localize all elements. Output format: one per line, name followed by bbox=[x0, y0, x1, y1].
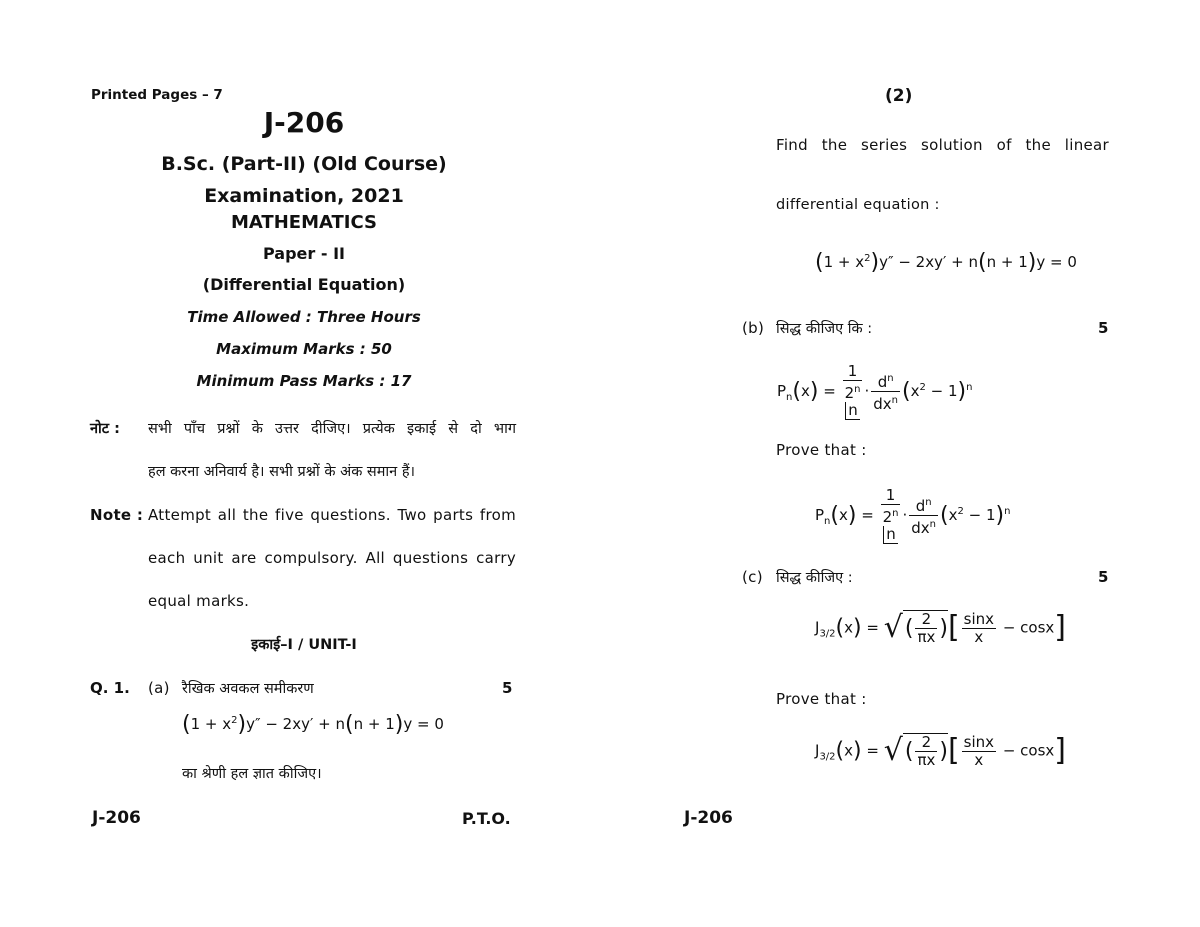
find-line2: differential equation : bbox=[776, 197, 940, 213]
equation-legendre-hindi: $(1 + x^2)y'' - 2xy' + n(n + 1)y = 0$ bbox=[182, 712, 444, 737]
part-b-hindi: सिद्ध कीजिए कि : bbox=[776, 321, 873, 337]
footer-code-right: J-206 bbox=[684, 808, 733, 828]
equation-rodrigues-english: $P_n(x)$ = 1 2$^n$ n · $\frac{d^n}{dx^n}$ $(x^2 - 1)^n$ bbox=[815, 486, 1011, 543]
prove-that-b: Prove that : bbox=[776, 441, 867, 459]
part-c-marks: 5 bbox=[1098, 568, 1109, 586]
part-c-label: (c) bbox=[742, 568, 763, 586]
page-number: (2) bbox=[885, 86, 913, 106]
minimum-pass-marks: Minimum Pass Marks : 17 bbox=[196, 372, 412, 390]
unit-heading: इकाई–I / UNIT-I bbox=[251, 637, 357, 653]
maximum-marks: Maximum Marks : 50 bbox=[216, 340, 392, 358]
exam-title: Examination, 2021 bbox=[204, 185, 404, 207]
note-hindi-label: नोट : bbox=[90, 421, 120, 437]
footer-pto: P.T.O. bbox=[462, 809, 511, 828]
note-english-line1: Attempt all the five questions. Two parts from bbox=[148, 506, 516, 524]
printed-pages: Printed Pages – 7 bbox=[91, 87, 223, 103]
subject-title: MATHEMATICS bbox=[230, 212, 377, 233]
course-title: B.Sc. (Part-II) (Old Course) bbox=[161, 153, 447, 175]
find-line1: Find the series solution of the linear bbox=[776, 136, 1109, 154]
equation-bessel-hindi: $J_{3/2}(x)$ = √( $\frac{2}{\pi x}$ )[ $\frac{\sin x}{x}$ − cosx] bbox=[815, 609, 1066, 646]
note-english-line3: equal marks. bbox=[148, 592, 250, 610]
note-hindi-line1: सभी पाँच प्रश्नों के उत्तर दीजिए। प्रत्येक इकाई से दो भाग bbox=[148, 421, 516, 437]
footer-code-left: J-206 bbox=[92, 808, 141, 828]
note-english-line2: each unit are compulsory. All questions carry bbox=[148, 549, 516, 567]
prove-that-c: Prove that : bbox=[776, 690, 867, 708]
paper-title: (Differential Equation) bbox=[202, 275, 406, 294]
question-number: Q. 1. bbox=[90, 679, 130, 697]
part-c-hindi: सिद्ध कीजिए : bbox=[776, 570, 853, 586]
part-b-marks: 5 bbox=[1098, 319, 1109, 337]
equation-rodrigues-hindi: $P_n(x)$ = 1 2$^n$ n · $\frac{d^n}{dx^n}$ $(x^2 - 1)^n$ bbox=[777, 362, 973, 419]
part-a-hindi-end: का श्रेणी हल ज्ञात कीजिए। bbox=[182, 766, 322, 782]
equation-legendre-english: $(1 + x^2)y'' - 2xy' + n(n + 1)y = 0$ bbox=[815, 250, 1077, 275]
part-a-label: (a) bbox=[148, 679, 170, 697]
time-allowed: Time Allowed : Three Hours bbox=[187, 308, 421, 326]
note-hindi-line2: हल करना अनिवार्य है। सभी प्रश्नों के अंक समान हैं। bbox=[148, 464, 416, 480]
note-english-label: Note : bbox=[90, 506, 144, 524]
equation-bessel-english: $J_{3/2}(x)$ = √( $\frac{2}{\pi x}$ )[ $\frac{\sin x}{x}$ − cosx] bbox=[815, 732, 1066, 769]
paper-code: J-206 bbox=[263, 106, 345, 139]
paper-number: Paper - II bbox=[263, 244, 345, 263]
part-a-marks: 5 bbox=[502, 679, 513, 697]
part-a-hindi: रैखिक अवकल समीकरण bbox=[182, 681, 314, 697]
part-b-label: (b) bbox=[742, 319, 765, 337]
